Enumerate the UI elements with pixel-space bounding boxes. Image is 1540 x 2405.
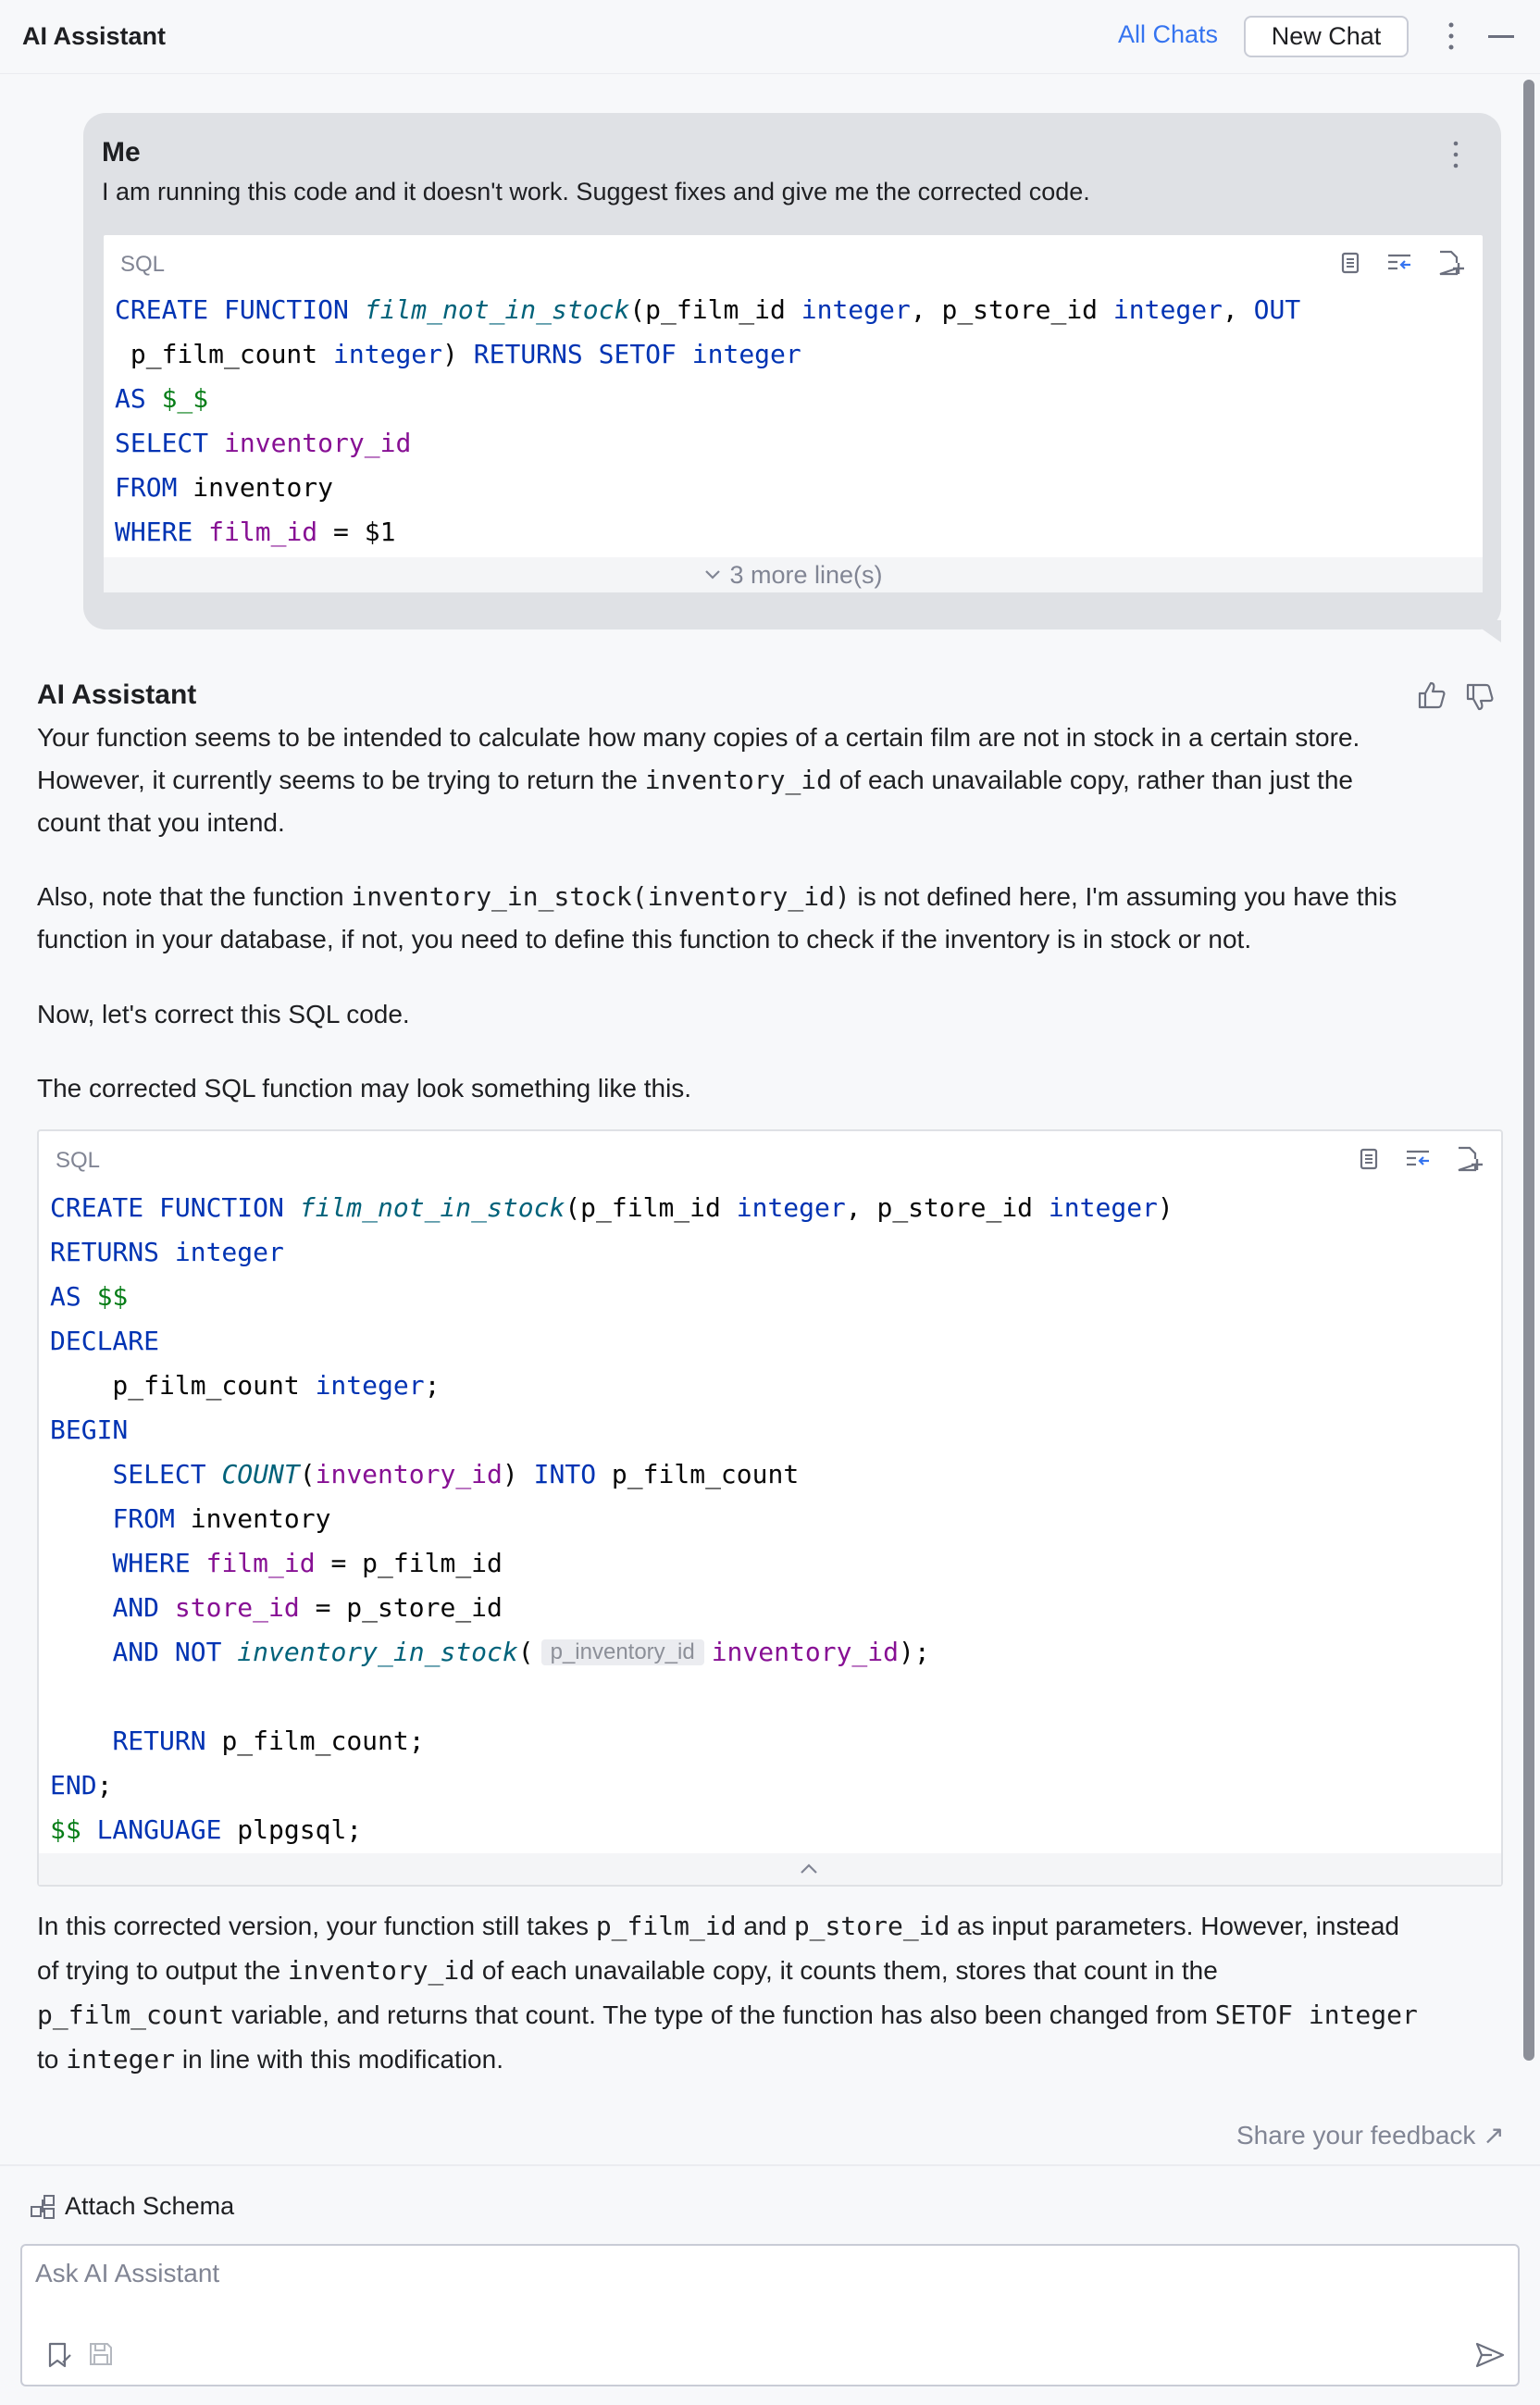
- expand-more-lines-button[interactable]: [104, 557, 1483, 592]
- code-line: $$ LANGUAGE plpgsql;: [50, 1814, 363, 1845]
- more-lines-label: 3 more line(s): [729, 561, 883, 589]
- code-line: p_film_count integer;: [50, 1370, 441, 1401]
- code-block: [102, 233, 1484, 594]
- code-toolbar: [1353, 1144, 1483, 1174]
- code-line: BEGIN: [50, 1414, 129, 1445]
- input-placeholder: Ask AI Assistant: [35, 2259, 220, 2287]
- thumbs-down-icon[interactable]: [1464, 681, 1496, 713]
- share-feedback-link[interactable]: Share your feedback ↗: [1236, 2121, 1505, 2150]
- code-line: FROM inventory: [115, 472, 334, 503]
- text-line: Your function seems to be intended to calculate how many copies of a certain film are not in stock in a certain store.: [37, 723, 1360, 752]
- text: In this corrected version, your function still takes: [37, 1912, 596, 1940]
- text: is not defined here, I'm assuming you have this: [850, 882, 1397, 911]
- attach-schema-button[interactable]: [30, 2192, 234, 2221]
- code-toolbar: [1335, 248, 1464, 278]
- code-line: FROM inventory: [112, 1503, 331, 1534]
- inline-code: SETOF integer: [1214, 2000, 1418, 2030]
- insert-icon[interactable]: [1385, 248, 1414, 278]
- header: [0, 0, 1540, 74]
- new-file-icon[interactable]: [1453, 1144, 1483, 1174]
- thumbs-up-icon[interactable]: [1416, 679, 1447, 711]
- inline-code: p_film_id: [595, 1911, 737, 1941]
- text-line: function in your database, if not, you need to define this function to check if the inventory is in stock or not.: [37, 925, 1252, 953]
- text-line: [37, 1904, 1509, 1949]
- code-line: AND NOT inventory_in_stock( p_inventory_id inventory_id);: [112, 1637, 930, 1667]
- text-line: [37, 1993, 1509, 2037]
- inline-code: inventory_in_stock(inventory_id): [351, 881, 851, 912]
- scrollbar-thumb[interactable]: [1523, 80, 1534, 2061]
- inline-code: integer: [66, 2044, 176, 2075]
- divider: [0, 2164, 1540, 2166]
- code-language-label: SQL: [56, 1148, 101, 1173]
- code-line: RETURNS integer: [50, 1237, 284, 1267]
- save-icon[interactable]: [87, 2340, 115, 2368]
- text-line: [37, 759, 1509, 802]
- inline-code: p_film_count: [37, 2000, 225, 2030]
- message-text: I am running this code and it doesn't work. Suggest fixes and give me the corrected code.: [102, 178, 1090, 206]
- minimize-icon[interactable]: [1488, 35, 1514, 38]
- message-author: AI Assistant: [37, 679, 197, 710]
- code-block: [37, 1129, 1503, 1887]
- response-paragraph: [37, 876, 1509, 961]
- insert-icon[interactable]: [1403, 1144, 1433, 1174]
- text: However, it currently seems to be trying to return the: [37, 766, 645, 794]
- code-line: SELECT inventory_id: [115, 428, 412, 458]
- code-line: CREATE FUNCTION film_not_in_stock(p_film_id integer, p_store_id integer, OUT: [115, 294, 1301, 325]
- code-line: AS $_$: [115, 383, 209, 414]
- inline-code: p_store_id: [793, 1911, 950, 1941]
- chevron-up-icon: [798, 1859, 820, 1879]
- user-message: [83, 113, 1501, 629]
- response-paragraph: Now, let's correct this SQL code.: [37, 1000, 410, 1028]
- response-paragraph: The corrected SQL function may look something like this.: [37, 1074, 692, 1103]
- schema-icon: [30, 2194, 57, 2220]
- copy-icon[interactable]: [1335, 248, 1364, 278]
- collapse-code-button[interactable]: [39, 1853, 1501, 1885]
- code-line: DECLARE: [50, 1326, 160, 1356]
- code-line: AND store_id = p_store_id: [112, 1592, 503, 1623]
- code-line: CREATE FUNCTION film_not_in_stock(p_film_id integer, p_store_id integer): [50, 1192, 1174, 1223]
- text: and: [736, 1912, 794, 1940]
- copy-icon[interactable]: [1353, 1144, 1383, 1174]
- parameter-hint: p_inventory_id: [541, 1639, 704, 1665]
- text-line: [37, 876, 1509, 918]
- text: of trying to output the: [37, 1956, 288, 1985]
- all-chats-link[interactable]: All Chats: [1118, 20, 1219, 48]
- inline-code: inventory_id: [644, 765, 833, 795]
- code-line: AS $$: [50, 1281, 129, 1312]
- code-line: WHERE film_id = $1: [115, 517, 396, 547]
- code-language-label: SQL: [120, 252, 166, 277]
- text-line: [37, 2037, 1509, 2082]
- code-line: RETURN p_film_count;: [112, 1726, 425, 1756]
- text: in line with this modification.: [175, 2045, 503, 2074]
- new-file-icon[interactable]: [1434, 248, 1464, 278]
- text: as input parameters. However, instead: [950, 1912, 1399, 1940]
- text: of each unavailable copy, it counts them, stores that count in the: [475, 1956, 1218, 1985]
- app-title: AI Assistant: [22, 22, 167, 50]
- text: to: [37, 2045, 67, 2074]
- more-vertical-icon[interactable]: [1444, 20, 1459, 52]
- code-line: SELECT COUNT(inventory_id) INTO p_film_count: [112, 1459, 800, 1489]
- more-vertical-icon[interactable]: [1449, 139, 1462, 170]
- new-chat-button[interactable]: New Chat: [1244, 16, 1409, 57]
- text: Also, note that the function: [37, 882, 352, 911]
- text: variable, and returns that count. The type of the function has also been changed from: [224, 2000, 1215, 2029]
- bookmark-icon[interactable]: [43, 2338, 76, 2372]
- inline-code: inventory_id: [287, 1955, 476, 1986]
- response-paragraph: [37, 1904, 1509, 2082]
- send-icon[interactable]: [1473, 2338, 1507, 2372]
- attach-schema-label: Attach Schema: [65, 2192, 235, 2220]
- code-line: p_film_count integer) RETURNS SETOF integer: [115, 339, 801, 369]
- chevron-down-icon: [703, 568, 722, 581]
- message-author: Me: [102, 137, 141, 168]
- code-line: END;: [50, 1770, 113, 1801]
- text-line: [37, 1949, 1509, 1993]
- response-paragraph: [37, 717, 1509, 844]
- text-line: count that you intend.: [37, 808, 285, 837]
- text: of each unavailable copy, rather than just the: [832, 766, 1353, 794]
- code-line: WHERE film_id = p_film_id: [112, 1548, 503, 1578]
- chat-input[interactable]: [20, 2244, 1520, 2386]
